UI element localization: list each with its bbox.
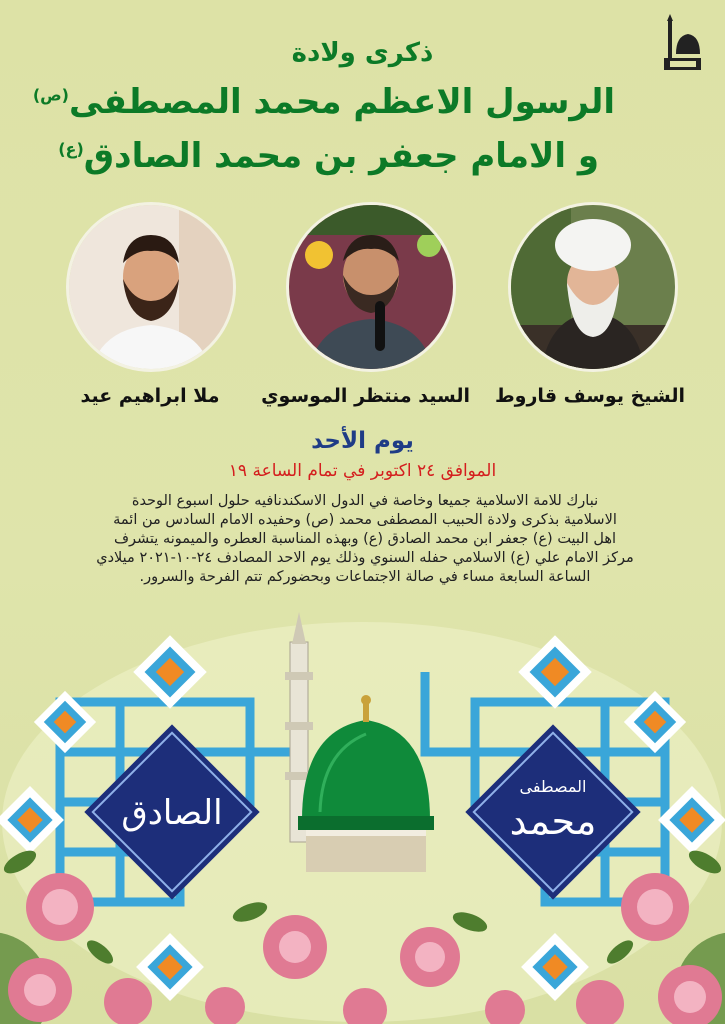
speaker-name-3: ملا ابراهيم عيد (80, 385, 220, 407)
heading-line-3-text: و الامام جعفر بن محمد الصادق (83, 136, 599, 176)
speaker-photo-3 (66, 202, 236, 372)
calligraphy-right-sub: المصطفى (519, 777, 587, 796)
calligraphy-right: محمد (509, 799, 597, 843)
speaker-name-2: السيد منتظر الموسوي (261, 385, 470, 407)
cleric-portrait-icon (511, 205, 675, 369)
announcement-line: مركز الامام علي (ع) الاسلامي حفله السنوي وذلك يوم الاحد المصادف ٢٤-١٠-٢٠٢١ ميلادي (96, 550, 634, 566)
event-date: الموافق ٢٤ اكتوبر في تمام الساعة ١٩ (228, 461, 497, 481)
honorific-as: (ع) (58, 139, 84, 159)
decorative-artwork (0, 612, 725, 1024)
announcement-text (45, 492, 685, 587)
speaker-photo-2 (286, 202, 456, 372)
speaker-name-1: الشيخ يوسف قاروط (494, 385, 686, 407)
heading-line-2-text: الرسول الاعظم محمد المصطفى (68, 82, 615, 122)
speaker-photo-1 (508, 202, 678, 372)
honorific-saw: (ص) (32, 85, 69, 105)
speaker-portrait-icon (69, 205, 233, 369)
speaker-portrait-icon (289, 205, 453, 369)
heading-line-3 (58, 136, 599, 176)
calligraphy-left: الصادق (121, 793, 223, 833)
announcement-line: الاسلامية بذكرى ولادة الحبيب المصطفى محمد (ص) وحفيده الامام السادس من ائمة (113, 512, 617, 528)
heading-line-1: ذكرى ولادة (291, 38, 434, 68)
event-day: يوم الأحد (311, 428, 414, 454)
announcement-line: نبارك للامة الاسلامية جميعا وخاصة في الدول الاسكندنافيه حلول اسبوع الوحدة (131, 493, 599, 509)
heading-line-2 (33, 82, 615, 122)
announcement-line: الساعة السابعة مساء في صالة الاجتماعات وبحضوركم تتم الفرحة والسرور. (139, 569, 591, 585)
announcement-line: اهل البيت (ع) جعفر ابن محمد الصادق (ع) وبهذه المناسبة العطره والميمونه يتشرف (113, 531, 617, 547)
